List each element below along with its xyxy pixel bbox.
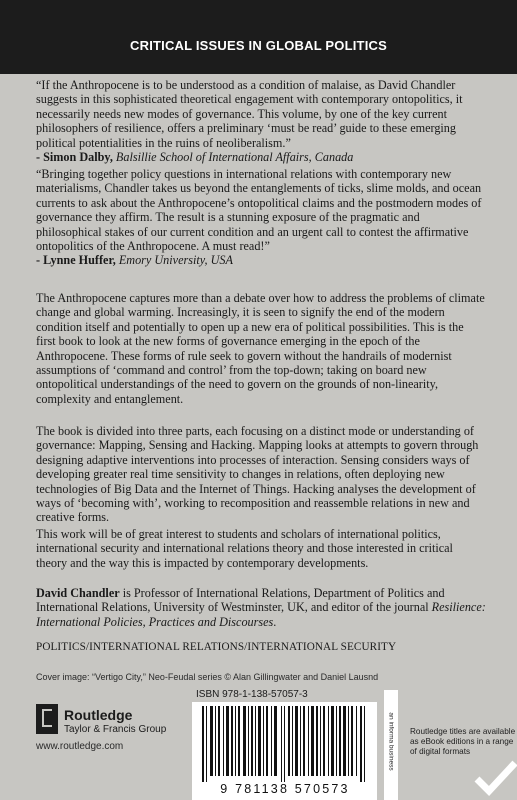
endorsement-1 <box>36 78 486 164</box>
endorsement-attribution <box>36 253 486 267</box>
isbn-label: ISBN 978-1-138-57057-3 <box>196 689 308 700</box>
endorser-affiliation: Emory University, USA <box>118 253 233 268</box>
cover-credit: Cover image: “Vertigo City,” Neo-Feudal series © Alan Gillingwater and Daniel Lausnd <box>36 672 379 682</box>
endorser-affiliation: Balsillie School of International Affairs, Canada <box>115 150 354 165</box>
description-paragraph-3: This work will be of great interest to students and scholars of international politics, international security and international relations theory and those interested in critical theory and the way this is impacted by contemporary developments. <box>36 527 453 570</box>
endorser-name: - Lynne Huffer, <box>36 253 116 268</box>
author-bio <box>36 586 486 629</box>
endorsement-attribution <box>36 150 486 164</box>
journal-title: Resilience: International Policies, Practices and Discourses <box>36 600 486 629</box>
informa-strip <box>384 690 398 800</box>
author-bio-text: is Professor of International Relations, Department of Politics and International Relations, University of Westminster, UK, and editor of the journal <box>36 586 445 615</box>
barcode-bars-icon <box>200 706 368 782</box>
barcode-digits: 9 781138 570573 <box>220 782 350 796</box>
barcode <box>192 702 377 800</box>
description-paragraph-2: The book is divided into three parts, each focusing on a distinct mode or understanding of governance: Mapping, Sensing and Hacking. Mapping looks at attempts to govern through designing adaptive interventions into processes of interaction. Sensing considers ways of developing greater real time sensitivity to changes in relations, often deploying new technologies of Big Data and the Internet of Things. Hacking analyses the development of ways of ‘becoming with’, working to recomposition and reassemble relations in new and creative forms. <box>36 424 479 525</box>
author-bio-end: . <box>273 614 277 629</box>
ebook-tick-icon <box>473 757 517 800</box>
series-banner <box>0 0 517 74</box>
endorser-name: - Simon Dalby, <box>36 150 113 165</box>
publisher-name: Routledge <box>64 707 133 723</box>
endorsement-quote: “Bringing together policy questions in international relations with contemporary new materialisms, Chandler takes us beyond the entanglements of ticks, slime molds, and ocean currents to ask about the Anthropocene’s ontopolitical claims and the postmodern modes of governance they affirm. The result is a stunning exposure of the pragmatic and philosophical stakes of our current condition and an urgent call to contest the affirmative ontopolitics of the Anthropocene. A must read!” <box>36 167 482 254</box>
endorsement-2 <box>36 167 486 268</box>
publisher-group: Taylor & Francis Group <box>64 724 167 735</box>
series-title: CRITICAL ISSUES IN GLOBAL POLITICS <box>130 38 387 53</box>
subject-categories: POLITICS/INTERNATIONAL RELATIONS/INTERNATIONAL SECURITY <box>36 641 397 653</box>
author-name: David Chandler <box>36 586 120 600</box>
endorsement-quote: “If the Anthropocene is to be understood as a condition of malaise, as David Chandler suggests in this sophisticated theoretical engagement with contemporary ontopolitics, it necessarily needs new modes of governance. This volume, by one of the key current philosophers of resilience, offers a preliminary ‘must be read’ guide to these emerging political potentialities in the ruins of neoliberalism.” <box>36 78 463 150</box>
description-paragraph-1: The Anthropocene captures more than a debate over how to address the problems of climate change and global warming. Increasingly, it is seen to signify the end of the modern condition itself and potentially to open up a new era of political possibilities. This is the first book to look at the new forms of governance emerging in the epoch of the Anthropocene. These forms of rule seek to govern without the handrails of modernist assumptions of ‘command and control’ from the top-down; taking on board new ontopolitical understandings of the need to govern on the grounds of non-linearity, complexity and entanglement. <box>36 291 485 406</box>
ebook-promo: Routledge titles are available as eBook editions in a range of digital formats <box>410 727 516 756</box>
informa-text: an informa business <box>387 712 395 771</box>
publisher-website: www.routledge.com <box>36 741 124 752</box>
routledge-logo-icon <box>36 704 58 734</box>
